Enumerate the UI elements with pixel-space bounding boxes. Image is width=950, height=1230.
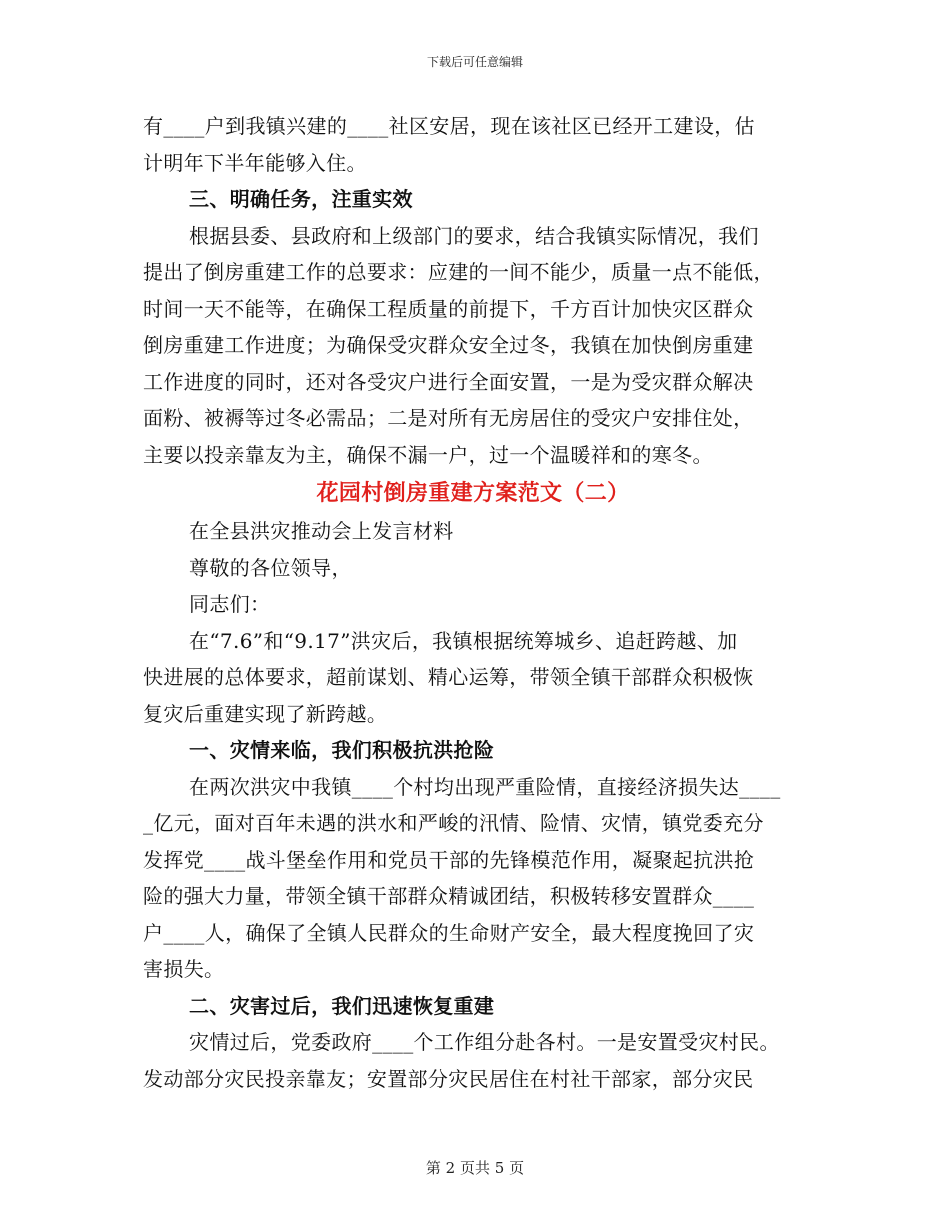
paragraph-line: 时间一天不能等，在确保工程质量的前提下，千方百计加快灾区群众	[143, 296, 754, 321]
paragraph-line: 在两次洪灾中我镇____个村均出现严重险情，直接经济损失达____	[189, 774, 781, 799]
paragraph-line: 工作进度的同时，还对各受灾户进行全面安置，一是为受灾群众解决	[143, 369, 754, 394]
paragraph-line: 主要以投亲靠友为主，确保不漏一户，过一个温暖祥和的寒冬。	[143, 442, 713, 467]
paragraph-line: 根据县委、县政府和上级部门的要求，结合我镇实际情况，我们	[189, 223, 759, 248]
paragraph-line: 险的强大力量，带领全镇干部群众精诚团结，积极转移安置群众____	[143, 884, 755, 908]
paragraph-line: 发挥党____战斗堡垒作用和党员干部的先锋模范作用，凝聚起抗洪抢	[143, 847, 755, 872]
page-header: 下载后可任意编辑	[426, 55, 523, 69]
paragraph-line: 计明年下半年能够入住。	[143, 150, 367, 175]
paragraph-line: 在“7.6”和“9.17”洪灾后，我镇根据统筹城乡、追赶跨越、加	[189, 628, 738, 653]
paragraph-line: 面粉、被褥等过冬必需品；二是对所有无房居住的受灾户安排住处，	[143, 406, 754, 430]
paragraph-line: 害损失。	[143, 957, 225, 981]
paragraph-line: 复灾后重建实现了新跨越。	[143, 701, 388, 726]
section-heading: 一、灾情来临，我们积极抗洪抢险	[189, 738, 495, 762]
document-body	[143, 108, 813, 1097]
paragraph-line: 提出了倒房重建工作的总要求：应建的一间不能少，质量一点不能低，	[143, 260, 774, 284]
page-footer: 第 2 页共 5 页	[425, 1159, 525, 1177]
paragraph-line: 有____户到我镇兴建的____社区安居，现在该社区已经开工建设，估	[143, 114, 755, 138]
paragraph-line: 灾情过后，党委政府____个工作组分赴各村。一是安置受灾村民。	[189, 1030, 780, 1054]
section-heading: 二、灾害过后，我们迅速恢复重建	[189, 993, 495, 1018]
paragraph-line: 发动部分灾民投亲靠友；安置部分灾民居住在村社干部家，部分灾民	[143, 1066, 754, 1091]
paragraph-line: _亿元，面对百年未遇的洪水和严峻的汛情、险情、灾情，镇党委充分	[143, 811, 764, 835]
paragraph-line: 倒房重建工作进度；为确保受灾群众安全过冬，我镇在加快倒房重建	[143, 333, 754, 357]
paragraph-line: 在全县洪灾推动会上发言材料	[189, 519, 454, 543]
paragraph-line: 户____人，确保了全镇人民群众的生命财产安全，最大程度挽回了灾	[143, 920, 755, 945]
paragraph-line: 快进展的总体要求，超前谋划、精心运筹，带领全镇干部群众积极恢	[143, 665, 754, 689]
paragraph-line: 同志们：	[189, 592, 271, 616]
paragraph-line: 尊敬的各位领导，	[189, 555, 352, 580]
section-title: 花园村倒房重建方案范文（二）	[316, 480, 630, 506]
section-heading: 三、明确任务，注重实效	[189, 187, 413, 211]
